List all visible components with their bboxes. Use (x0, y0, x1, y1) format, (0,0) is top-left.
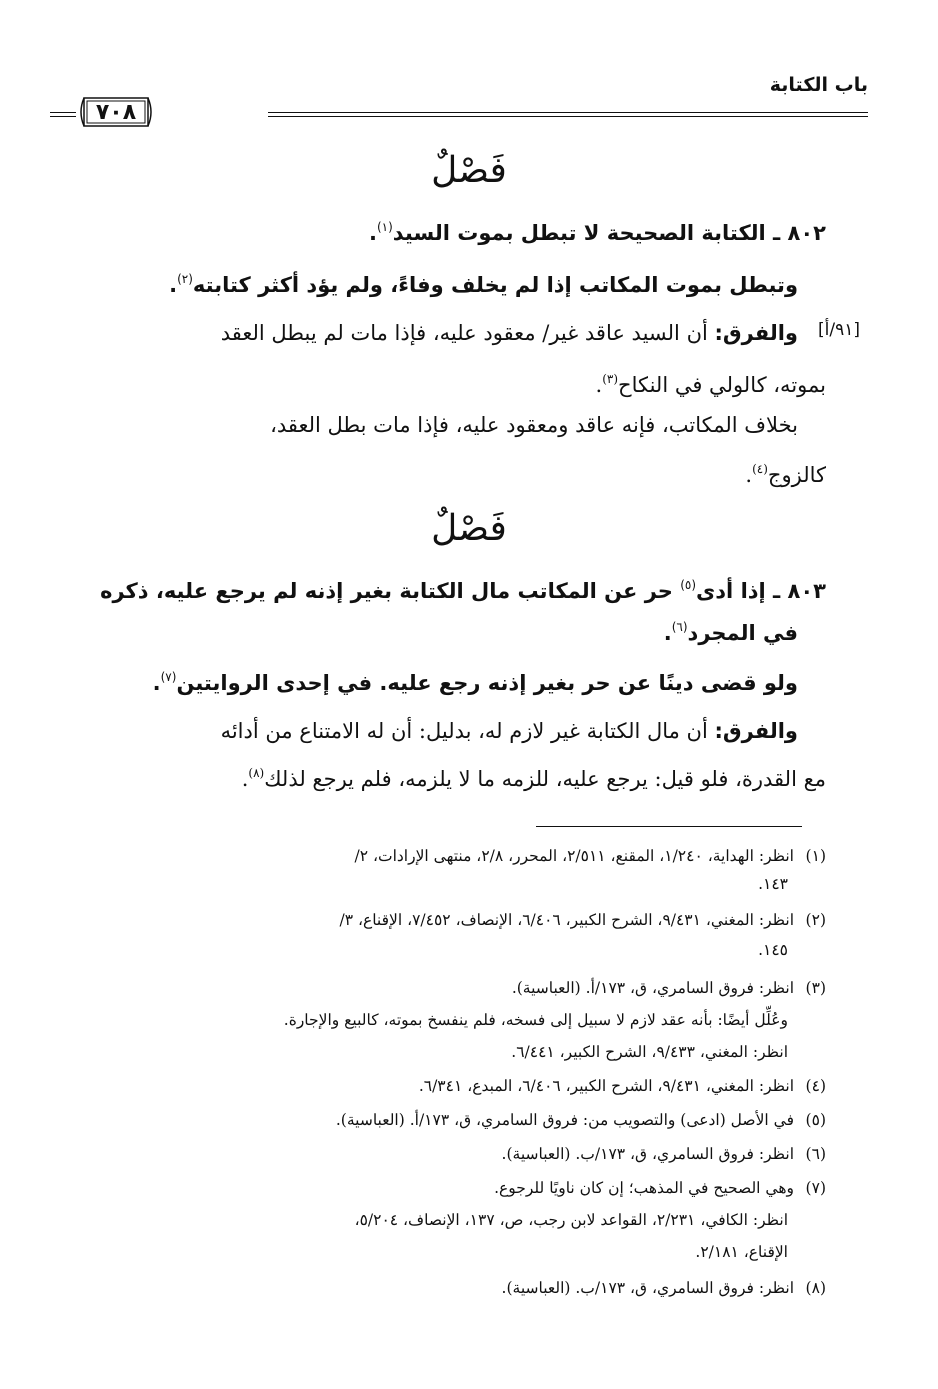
footnote-1-cont: ١٤٣. (758, 875, 788, 893)
footnote-5 (66, 1110, 826, 1130)
footnote-number: (٣) (805, 979, 826, 997)
header-rule (268, 116, 868, 117)
paragraph-text: أن مال الكتابة غير لازم له، بدليل: أن له الامتناع من أدائه (220, 719, 715, 743)
page-number-frame (78, 94, 154, 130)
rule-803 (100, 572, 826, 604)
footnote-number: (٨) (805, 1279, 826, 1297)
rule-803-cont: في المجرد$^{(٦)}$. (663, 620, 798, 645)
rule-802: ٨٠٢ ـ الكتابة الصحيحة لا تبطل بموت السيد$^{(١)}$. (368, 220, 826, 245)
footnote-number: (٤) (805, 1077, 826, 1095)
footnote-ref[interactable]: (٨) (248, 766, 265, 780)
difference-label: والفرق: (714, 321, 798, 345)
footnote-3 (66, 978, 826, 998)
footnote-number: (٢) (805, 911, 826, 929)
footnote-text: وهي الصحيح في المذهب؛ إن كان ناويًا للرجوع. (494, 1179, 794, 1197)
footnote-7 (66, 1178, 826, 1198)
difference-label: والفرق: (714, 719, 798, 743)
footnote-text: انظر: الهداية، ١/٢٤٠، المقنع، ٢/٥١١، المحرر، ٢/٨، منتهى الإرادات، ٢/ (354, 847, 794, 865)
page-number: ٧٠٨ (95, 99, 137, 125)
footnote-ref[interactable]: (٢) (177, 272, 193, 286)
rule-803-contrast: ولو قضى دينًا عن حر بغير إذنه رجع عليه. في إحدى الروايتين$^{(٧)}$. (152, 670, 798, 695)
section-heading: فَصْلٌ (431, 508, 507, 549)
footnote-text: انظر: المغني، ٩/٤٣١، الشرح الكبير، ٦/٤٠٦، الإنصاف، ٧/٤٥٢، الإقناع، ٣/ (339, 911, 794, 929)
rule-text: ولو قضى دينًا عن حر بغير إذنه رجع عليه. في إحدى الروايتين (176, 671, 798, 695)
footnote-7-cont: الإقناع، ٢/١٨١. (695, 1243, 788, 1261)
contrast-paragraph (78, 412, 798, 438)
header-rule (50, 116, 76, 117)
footnote-7-cont: انظر: الكافي، ٢/٢٣١، القواعد لابن رجب، ص، ١٣٧، الإنصاف، ٥/٢٠٤، (354, 1211, 788, 1229)
difference-paragraph-1 (106, 320, 826, 346)
rule-text: حر عن المكاتب مال الكتابة بغير إذنه لم يرجع عليه، ذكره (100, 579, 681, 603)
footnote-text: في الأصل (ادعى) والتصويب من: فروق السامري، ق، ١٧٣/أ. (العباسية). (335, 1111, 794, 1129)
rule-802-contrast: وتبطل بموت المكاتب إذا لم يخلف وفاءً، ولم يؤد أكثر كتابته$^{(٢)}$. (169, 272, 798, 297)
difference-paragraph-2-cont: مع القدرة، فلو قيل: يرجع عليه، للزمه ما لا يلزمه، فلم يرجع لذلك$^{(٨)}$. (241, 766, 826, 791)
footnote-2-cont: ١٤٥. (758, 941, 788, 959)
footnote-ref[interactable]: (٧) (160, 670, 177, 684)
footnote-3-cont: وعُلِّل أيضًا: بأنه عقد لازم لا سبيل إلى فسخه، فلم ينفسخ بموته، كالبيع والإجارة. (283, 1011, 788, 1029)
footnote-6 (66, 1144, 826, 1164)
paragraph-text: أن السيد عاقد غير/ معقود عليه، فإذا مات لم يبطل العقد (220, 321, 715, 345)
footnote-1 (66, 846, 826, 866)
rule-text: ٨٠٢ ـ الكتابة الصحيحة لا تبطل بموت السيد (392, 221, 826, 245)
difference-paragraph-2 (106, 718, 826, 744)
footnote-ref[interactable]: (٤) (752, 462, 768, 476)
paragraph-text: كالزوج (767, 463, 826, 487)
footnote-4 (66, 1076, 826, 1096)
header-rule (50, 112, 76, 113)
footnote-separator (536, 826, 802, 827)
paragraph-text: مع القدرة، فلو قيل: يرجع عليه، للزمه ما لا يلزمه، فلم يرجع لذلك (264, 767, 826, 791)
page-header (50, 72, 868, 125)
rule-text: وتبطل بموت المكاتب إذا لم يخلف وفاءً، ولم يؤد أكثر كتابته (192, 273, 798, 297)
footnote-text: انظر: فروق السامري، ق، ١٧٣/أ. (العباسية). (511, 979, 794, 997)
rule-text: ٨٠٣ ـ إذا أدى (696, 579, 826, 603)
paragraph-text: بخلاف المكاتب، فإنه عاقد ومعقود عليه، فإذا مات بطل العقد، (270, 413, 798, 437)
section-heading: فَصْلٌ (431, 150, 507, 191)
paragraph-text: بموته، كالولي في النكاح (618, 373, 826, 397)
footnote-number: (١) (805, 847, 826, 865)
difference-paragraph-1-cont: بموته، كالولي في النكاح$^{(٣)}$. (595, 372, 826, 397)
footnote-ref[interactable]: (٣) (602, 372, 619, 386)
footnote-number: (٥) (805, 1111, 826, 1129)
footnote-number: (٦) (805, 1145, 826, 1163)
manuscript-folio-ref: [٩١/أ] (818, 320, 860, 340)
footnote-ref[interactable]: (٥) (680, 578, 697, 592)
footnote-3-cont: انظر: المغني، ٩/٤٣٣، الشرح الكبير، ٦/٤٤١. (511, 1043, 788, 1061)
header-rule (268, 112, 868, 113)
footnote-text: انظر: المغني، ٩/٤٣١، الشرح الكبير، ٦/٤٠٦، المبدع، ٦/٣٤١. (418, 1077, 794, 1095)
footnote-number: (٧) (805, 1179, 826, 1197)
chapter-title: باب الكتابة (769, 74, 868, 96)
footnote-ref[interactable]: (١) (376, 220, 393, 234)
footnote-text: انظر: فروق السامري، ق، ١٧٣/ب. (العباسية). (501, 1145, 794, 1163)
footnote-2 (66, 910, 826, 930)
footnote-8 (66, 1278, 826, 1298)
rule-text: في المجرد (687, 621, 798, 645)
contrast-paragraph-cont: كالزوج$^{(٤)}$. (745, 462, 826, 487)
footnote-text: انظر: فروق السامري، ق، ١٧٣/ب. (العباسية). (501, 1279, 794, 1297)
footnote-ref[interactable]: (٦) (671, 620, 688, 634)
